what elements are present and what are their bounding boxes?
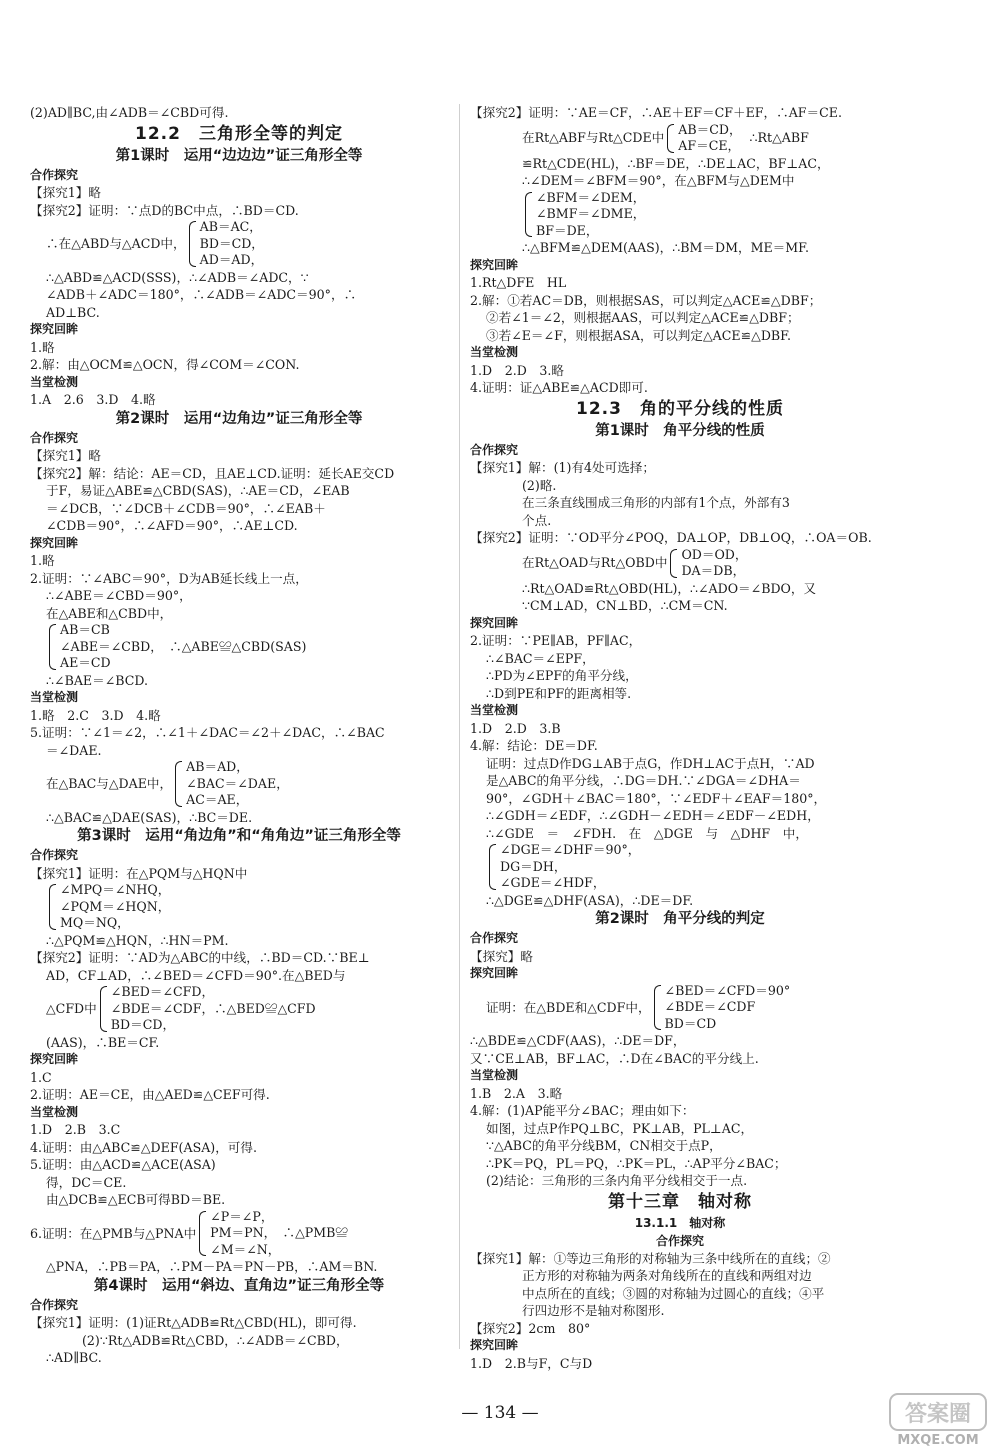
equation-line: ∠PQM＝∠HQN，: [60, 898, 171, 914]
text-line: 在△ABE和△CBD中，: [46, 605, 173, 621]
text-line: 正方形的对称轴为两条对角线所在的直线和两组对边: [522, 1268, 812, 1283]
page-number-value: 134: [483, 1403, 517, 1423]
text-line: 【探究1】略: [30, 185, 101, 200]
section-label: 当堂检测: [30, 374, 79, 389]
text-line: ∵△ABC的角平分线BM，CN相交于点P，: [486, 1138, 722, 1153]
lesson-title: 第2课时 角平分线的判定: [595, 911, 765, 927]
text-line: 2.证明：∵PE∥AB，PF∥AC，: [470, 633, 642, 648]
text-line: ∴△BFM≌△DEM(AAS)，∴BM＝DM，ME＝MF.: [522, 240, 809, 255]
text-line: 1.D 2.B 3.C: [30, 1122, 121, 1137]
text-line: ∴PD为∠EPF的角平分线，: [486, 668, 638, 683]
text-line: 2.证明：AE＝CE，由△AED≌△CEF可得.: [30, 1087, 270, 1102]
text-line: 1.D 2.B与F，C与D: [470, 1355, 593, 1371]
equation-line: DG＝DH，: [500, 858, 567, 874]
equation-line: BD＝CD，: [110, 1017, 176, 1032]
equation-line: ∠MPQ＝∠NHQ，: [60, 882, 171, 897]
brace-icon: [100, 986, 107, 1032]
brace-icon: [49, 624, 56, 670]
text-line: △PNA，∴PB＝PA，∴PM－PA＝PN－PB，∴AM＝BN.: [46, 1259, 378, 1274]
text-line: 【探究1】证明：在△PQM与△HQN中: [30, 865, 248, 881]
text-line: ∴PK＝PQ，PL＝PQ，∴PK＝PL，∴AP平分∠BAC；: [486, 1155, 787, 1171]
section-label: 探究回眸: [470, 257, 519, 272]
text-line: ∴△DGE≌△DHF(ASA)，∴DE＝DF.: [486, 892, 694, 908]
text-line: 个点.: [522, 512, 552, 528]
text-line: 4.证明：证△ABE≌△ACD即可.: [470, 380, 648, 395]
text-line: ∴∠GDH＝∠EDF，∴∠GDH－∠EDH＝∠EDF－∠EDH，: [486, 808, 820, 823]
lesson-title: 第1课时 运用“边边边”证三角形全等: [115, 147, 363, 164]
equation-line: MQ＝NQ，: [60, 915, 130, 930]
text-line: 【探究1】解：①等边三角形的对称轴为三条中线所在的直线；②: [470, 1250, 831, 1266]
lesson-title: 第4课时 运用“斜边、直角边”证三角形全等: [93, 1277, 385, 1294]
equation-line: ∠BMF＝∠DME，: [536, 206, 646, 221]
equation-system: [470, 983, 890, 1033]
section-label: 当堂检测: [30, 1104, 79, 1119]
equation-line: AE＝CD: [60, 655, 111, 670]
watermark-logo: [888, 1392, 988, 1448]
equation-line: PM＝PN， ∴△PMB≌: [210, 1225, 349, 1240]
text-line: AD⊥BC.: [46, 304, 100, 320]
text-line: (2)AD∥BC,由∠ADB＝∠CBD可得.: [30, 105, 229, 120]
text-line: ∴△PQM≌△HQN，∴HN＝PM.: [46, 932, 229, 948]
brace-icon: [670, 549, 677, 578]
text-line: 【探究2】证明：∵AE＝CF，∴AE＋EF＝CF＋EF，∴AF＝CE.: [470, 105, 842, 120]
section-label: 合作探究: [30, 167, 79, 182]
equation-line: ∠BED＝∠CFD＝90°: [664, 982, 791, 998]
text-line: 4.解：结论：DE＝DF.: [470, 738, 598, 753]
equation-line: ∠ABE＝∠CBD， ∴△ABE≌△CBD(SAS): [60, 638, 307, 654]
section-label: 合作探究: [470, 931, 519, 945]
text-line: AD，CF⊥AD，∴∠BED＝∠CFD＝90°.在△BED与: [46, 967, 346, 983]
text-line: 【探究】略: [470, 948, 533, 964]
text-line: (2)∵Rt△ADB≌Rt△CBD，∴∠ADB＝∠CBD，: [82, 1332, 349, 1348]
brace-icon: [189, 221, 196, 267]
equation-line: ∠BFM＝∠DEM，: [536, 189, 646, 205]
section-label: 探究回眸: [30, 535, 79, 550]
watermark-url: MXQE.COM: [897, 1433, 979, 1448]
equation-system: [470, 547, 890, 580]
text-line: ∴Rt△ABF: [749, 130, 809, 146]
text-line: ∴∠DEM＝∠BFM＝90°，在△BFM与△DEM中: [522, 173, 795, 188]
lesson-title: 第1课时 角平分线的性质: [595, 422, 765, 439]
text-line: 1.C: [30, 1069, 52, 1085]
text-line: ≌Rt△CDE(HL)，∴BF＝DE，∴DE⊥AC，BF⊥AC，: [522, 155, 830, 171]
equation-line: AB＝AC，: [199, 219, 262, 234]
equation-system: [30, 622, 448, 672]
equation-line: ∠BED＝∠CFD，: [110, 984, 215, 999]
text-line: (2)略.: [522, 477, 557, 493]
text-line: 2.证明：∵∠ABC＝90°，D为AB延长线上一点，: [30, 570, 308, 586]
text-line: 中点所在的直线；③圆的对称轴为过圆心的直线；④平: [522, 1285, 825, 1301]
equation-system: [470, 842, 890, 892]
equation-line: BF＝DE，: [536, 222, 599, 238]
text-line: (2)结论：三角形的三条内角平分线相交于一点.: [486, 1173, 748, 1188]
right-column: [470, 104, 890, 1372]
brace-icon: [489, 844, 496, 890]
equation-line: ∠P＝∠P，: [210, 1208, 274, 1224]
equation-system: [470, 122, 890, 155]
equation-line: AB＝CD，: [678, 121, 742, 137]
equation-system: [30, 759, 448, 809]
section-label: 当堂检测: [470, 1068, 519, 1082]
text-line: 2.解：由△OCM≌△OCN，得∠COM＝∠CON.: [30, 357, 300, 372]
text-line: 又∵CE⊥AB，BF⊥AC，∴D在∠BAC的平分线上.: [470, 1050, 759, 1066]
text-line: ∴AD∥BC.: [46, 1350, 102, 1365]
text-line: ＝∠DCB，∵∠DCB＋∠CDB＝90°，∴∠EAB＋: [46, 500, 326, 516]
text-line: ∴△BAC≌△DAE(SAS)，∴BC＝DE.: [46, 809, 253, 825]
equation-line: AF＝CE，: [678, 138, 741, 153]
section-title: 12.2 三角形全等的判定: [135, 123, 343, 144]
text-line: ∴∠BAE＝∠BCD.: [46, 672, 149, 688]
text-line: ∴Rt△OAD≌Rt△OBD(HL)，∴∠ADO＝∠BDO，又: [522, 580, 817, 596]
equation-line: AB＝AD，: [186, 759, 249, 774]
brace-icon: [525, 192, 532, 238]
text-line: 5.证明：∵∠1＝∠2，∴∠1＋∠DAC＝∠2＋∠DAC，∴∠BAC: [30, 725, 385, 740]
brace-icon: [667, 124, 674, 153]
text-line: ③若∠E＝∠F，则根据ASA，可以判定△ACE≌△DBF.: [486, 327, 791, 343]
text-line: 证明：在△BDE和△CDF中，: [486, 999, 651, 1015]
text-line: 得，DC＝CE.: [46, 1174, 127, 1190]
text-line: 【探究1】证明：(1)证Rt△ADB≌Rt△CBD(HL)，即可得.: [30, 1315, 357, 1330]
text-line: ∴∠BAC＝∠EPF，: [486, 650, 595, 666]
text-line: 1.D 2.D 3.B: [470, 720, 561, 736]
text-line: ＝∠DAE.: [46, 742, 102, 758]
text-line: 1.Rt△DFE HL: [470, 275, 567, 290]
text-line: 【探究1】略: [30, 448, 101, 463]
equation-system: [30, 984, 448, 1034]
equation-line: OD＝OD，: [681, 546, 748, 562]
equation-system: [30, 1209, 448, 1259]
section-label: 合作探究: [470, 442, 519, 457]
chapter-title: 第十三章 轴对称: [608, 1191, 752, 1212]
text-line: ∠ADB＋∠ADC＝180°，∴∠ADB＝∠ADC＝90°，∴: [46, 287, 357, 302]
text-line: 1.略 2.C 3.D 4.略: [30, 707, 161, 723]
text-line: ∴∠GDE ＝ ∠FDH. 在 △DGE 与 △DHF 中，: [486, 825, 808, 841]
section-label: 合作探究: [30, 1297, 79, 1312]
text-line: 90°，∠GDH＋∠BAC＝180°，∵∠EDF＋∠EAF＝180°，: [486, 790, 827, 806]
column-divider: [459, 104, 460, 1349]
text-line: 证明：过点D作DG⊥AB于点G，作DH⊥AC于点H，∵AD: [486, 755, 815, 771]
equation-system: [30, 882, 448, 932]
text-line: 【探究2】解：结论：AE＝CD，且AE⊥CD.证明：延长AE交CD: [30, 465, 395, 481]
subsection-title: 13.1.1 轴对称: [634, 1215, 726, 1230]
text-line: ∴∠ABE＝∠CBD＝90°，: [46, 588, 192, 603]
brace-icon: [654, 985, 661, 1031]
section-label: 当堂检测: [470, 345, 519, 359]
section-title: 12.3 角的平分线的性质: [576, 398, 784, 419]
text-line: 2.解：①若AC＝DB，则根据SAS，可以判定△ACE≌△DBF；: [470, 292, 822, 308]
brace-icon: [199, 1211, 206, 1257]
section-label: 探究回眸: [30, 322, 79, 336]
text-line: (AAS)，∴BE＝CF.: [46, 1034, 160, 1050]
section-label: 当堂检测: [30, 690, 79, 704]
equation-line: AC＝AE，: [186, 792, 249, 807]
equation-line: ∠DGE＝∠DHF＝90°，: [500, 842, 641, 857]
watermark-mark: 答案圈: [904, 1402, 972, 1427]
equation-line: ∠BDE＝∠CDF: [664, 999, 756, 1014]
equation-line: ∠BDE＝∠CDF，∴△BED≌△CFD: [110, 1000, 316, 1016]
lesson-title: 第2课时 运用“边角边”证三角形全等: [115, 410, 363, 427]
text-line: 行四边形不是轴对称图形.: [522, 1303, 665, 1318]
text-line: ②若∠1＝∠2，则根据AAS，可以判定△ACE≌△DBF；: [486, 310, 800, 325]
text-line: 【探究1】解：(1)有4处可选择；: [470, 460, 655, 475]
section-label: 合作探究: [30, 848, 79, 862]
equation-line: AB＝CB: [60, 622, 110, 637]
text-line: ∴△ABD≌△ACD(SSS)，∴∠ADB＝∠ADC，∵: [46, 269, 309, 285]
text-line: 1.D 2.D 3.略: [470, 362, 565, 378]
text-line: 【探究2】2cm 80°: [470, 1320, 591, 1336]
text-line: △CFD中: [46, 1001, 97, 1016]
equation-line: BD＝CD，: [199, 235, 264, 251]
section-label: 合作探究: [30, 430, 79, 445]
text-line: 在Rt△ABF与Rt△CDE中: [522, 130, 665, 146]
text-line: 在△BAC与△DAE中，: [46, 776, 173, 791]
text-line: ∠CDB＝90°，∴∠AFD＝90°，∴AE⊥CD.: [46, 518, 298, 533]
text-line: ∴D到PE和PF的距离相等.: [486, 685, 632, 701]
lesson-title: 第3课时 运用“角边角”和“角角边”证三角形全等: [77, 828, 401, 844]
equation-line: ∠GDE＝∠HDF，: [500, 875, 606, 890]
text-line: 6.证明：在△PMB与△PNA中: [30, 1225, 197, 1241]
equation-system: [30, 219, 448, 269]
text-line: 由△DCB≌△ECB可得BD＝BE.: [46, 1192, 226, 1207]
text-line: ∴△BDE≌△CDF(AAS)，∴DE＝DF，: [470, 1033, 686, 1048]
section-label: 探究回眸: [30, 1052, 79, 1066]
text-line: 是△ABC的角平分线，∴DG＝DH.∵∠DGA＝∠DHA＝: [486, 773, 801, 788]
text-line: 【探究2】证明：∵点D的BC中点，∴BD＝CD.: [30, 202, 299, 218]
text-line: 1.略: [30, 553, 55, 568]
section-label: 探究回眸: [470, 966, 519, 980]
text-line: 4.证明：由△ABC≌△DEF(ASA)，可得.: [30, 1139, 257, 1155]
section-label: 探究回眸: [470, 1338, 519, 1352]
text-line: 在Rt△OAD与Rt△OBD中: [522, 555, 668, 571]
text-line: 在三条直线围成三角形的内部有1个点，外部有3: [522, 495, 790, 510]
text-line: 于F，易证△ABE≌△CBD(SAS)，∴AE＝CD，∠EAB: [46, 483, 350, 498]
page-number: — 134 —: [461, 1403, 539, 1423]
equation-system: [470, 190, 890, 240]
brace-icon: [175, 761, 182, 807]
equation-line: DA＝DB，: [681, 563, 746, 578]
left-column: [30, 104, 448, 1367]
equation-line: AD＝AD，: [199, 252, 264, 267]
text-line: 1.B 2.A 3.略: [470, 1085, 563, 1101]
text-line: 1.A 2.6 3.D 4.略: [30, 392, 156, 407]
equation-line: ∠M＝∠N，: [210, 1241, 281, 1257]
text-line: 【探究2】证明：∵OD平分∠POQ，DA⊥OP，DB⊥OQ，∴OA＝OB.: [470, 530, 872, 545]
text-line: ∵CM⊥AD，CN⊥BD，∴CM＝CN.: [522, 598, 728, 613]
text-line: 如图，过点P作PQ⊥BC，PK⊥AB，PL⊥AC，: [486, 1120, 754, 1136]
text-line: 1.略: [30, 339, 55, 355]
text-line: 5.证明：由△ACD≌△ACE(ASA): [30, 1157, 216, 1172]
section-label: 探究回眸: [470, 615, 519, 630]
section-label: 合作探究: [655, 1233, 704, 1248]
equation-line: BD＝CD: [664, 1015, 717, 1031]
equation-line: ∠BAC＝∠DAE，: [186, 775, 289, 791]
text-line: ∴在△ABD与△ACD中，: [46, 236, 186, 251]
text-line: 【探究2】证明：∵AD为△ABC的中线，∴BD＝CD.∵BE⊥: [30, 950, 370, 965]
brace-icon: [49, 884, 56, 930]
section-label: 当堂检测: [470, 703, 519, 717]
text-line: 4.解：(1)AP能平分∠BAC；理由如下：: [470, 1103, 695, 1118]
